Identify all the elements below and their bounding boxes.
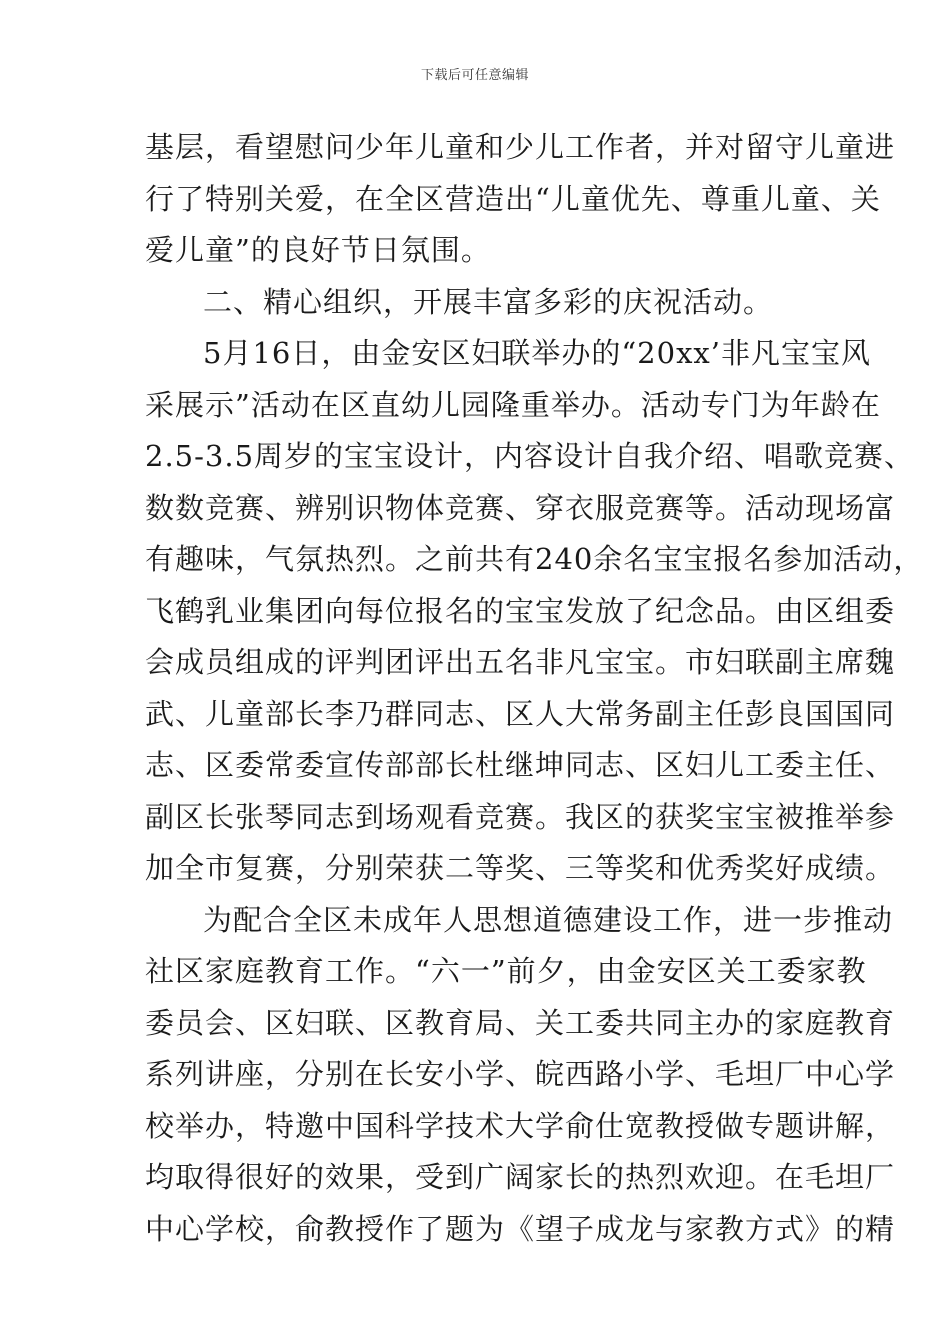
text-line: 爱儿童”的良好节日氛围。 bbox=[145, 233, 491, 267]
text-line: 飞鹤乳业集团向每位报名的宝宝发放了纪念品。由区组委 bbox=[145, 593, 896, 628]
text-line: 校举办，特邀中国科学技术大学俞仕宽教授做专题讲解， bbox=[145, 1108, 896, 1143]
text-line: 会成员组成的评判团评出五名非凡宝宝。市妇联副主席魏 bbox=[145, 645, 896, 679]
text-line: 有趣味，气氛热烈。之前共有240余名宝宝报名参加活动， bbox=[145, 542, 924, 576]
text-line: 数数竞赛、辨别识物体竞赛、穿衣服竞赛等。活动现场富 bbox=[145, 490, 896, 525]
text-line: 中心学校，俞教授作了题为《望子成龙与家教方式》的精 bbox=[145, 1211, 896, 1246]
document-body bbox=[145, 122, 924, 1255]
text-line: 加全市复赛，分别荣获二等奖、三等奖和优秀奖好成绩。 bbox=[145, 851, 896, 885]
text-line: 行了特别关爱，在全区营造出“儿童优先、尊重儿童、关 bbox=[145, 181, 881, 216]
text-line: 2.5-3.5周岁的宝宝设计，内容设计自我介绍、唱歌竞赛、 bbox=[145, 439, 915, 473]
text-line: 基层，看望慰问少年儿童和少儿工作者，并对留守儿童进 bbox=[145, 130, 896, 164]
text-line: 系列讲座，分别在长安小学、皖西路小学、毛坦厂中心学 bbox=[145, 1057, 896, 1091]
text-line: 采展示”活动在区直幼儿园隆重举办。活动专门为年龄在 bbox=[145, 387, 881, 422]
text-line: 委员会、区妇联、区教育局、关工委共同主办的家庭教育 bbox=[145, 1005, 896, 1040]
text-line: 社区家庭教育工作。“六一”前夕，由金安区关工委家教 bbox=[145, 954, 867, 988]
text-line: 副区长张琴同志到场观看竞赛。我区的获奖宝宝被推举参 bbox=[145, 799, 896, 834]
text-line: 为配合全区未成年人思想道德建设工作，进一步推动 bbox=[203, 902, 894, 937]
text-line: 5月16日，由金安区妇联举办的“20xx’非凡宝宝风 bbox=[203, 336, 872, 370]
text-line: 武、儿童部长李乃群同志、区人大常务副主任彭良国国同 bbox=[145, 696, 896, 731]
page-header-note: 下载后可任意编辑 bbox=[420, 68, 529, 83]
text-line: 志、区委常委宣传部部长杜继坤同志、区妇儿工委主任、 bbox=[145, 748, 896, 782]
section-heading: 二、精心组织，开展丰富多彩的庆祝活动。 bbox=[203, 284, 774, 319]
text-line: 均取得很好的效果，受到广阔家长的热烈欢迎。在毛坦厂 bbox=[145, 1160, 896, 1194]
